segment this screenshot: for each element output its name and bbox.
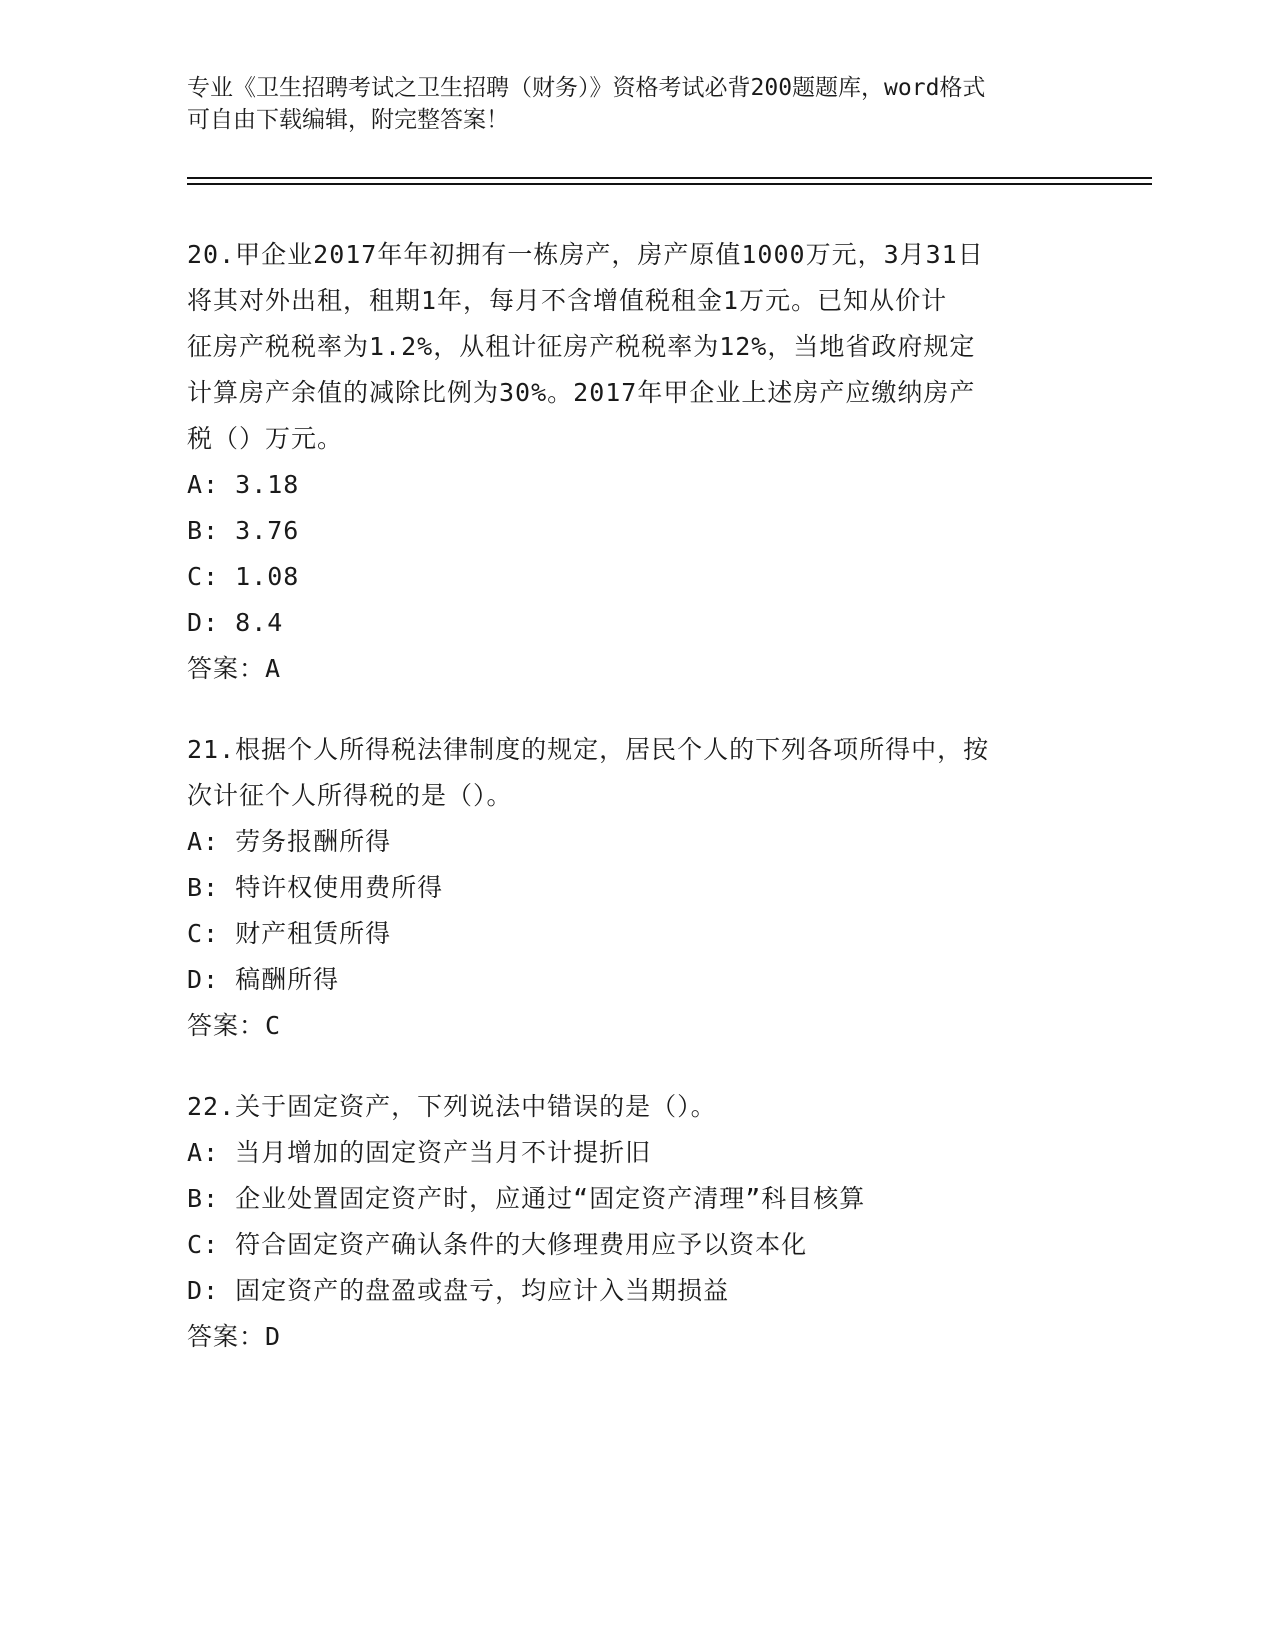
option-b: B: 企业处置固定资产时，应通过“固定资产清理”科目核算 — [187, 1184, 866, 1213]
option-d: D: 稿酬所得 — [187, 965, 340, 994]
question-stem-line: 计算房产余值的减除比例为30%。2017年甲企业上述房产应缴纳房产 — [187, 378, 976, 407]
answer-value: C — [265, 1011, 282, 1040]
answer — [187, 1003, 1087, 1049]
question-stem-line: 将其对外出租，租期1年，每月不含增值税租金1万元。已知从价计 — [187, 286, 948, 315]
question-stem-line: 次计征个人所得税的是（）。 — [187, 781, 513, 810]
question-stem-line: 22.关于固定资产，下列说法中错误的是（）。 — [187, 1092, 717, 1121]
answer-value: D — [265, 1322, 282, 1351]
option-a: A: 劳务报酬所得 — [187, 827, 392, 856]
option-d: D: 固定资产的盘盈或盘亏，均应计入当期损益 — [187, 1276, 730, 1305]
answer-label: 答案： — [187, 654, 266, 683]
option-a: A: 3.18 — [187, 470, 300, 499]
question-21 — [187, 727, 1087, 1049]
option-c: C: 符合固定资产确认条件的大修理费用应予以资本化 — [187, 1230, 808, 1259]
question-stem-line: 税（）万元。 — [187, 424, 344, 453]
question-list — [187, 232, 1087, 1395]
option-c: C: 1.08 — [187, 562, 300, 591]
question-stem-line: 征房产税税率为1.2%，从租计征房产税税率为12%，当地省政府规定 — [187, 332, 976, 361]
header-divider-top — [187, 177, 1152, 179]
answer-label: 答案： — [187, 1011, 266, 1040]
option-c: C: 财产租赁所得 — [187, 919, 392, 948]
option-b: B: 特许权使用费所得 — [187, 873, 444, 902]
document-header — [187, 72, 1087, 136]
question-stem-line: 20.甲企业2017年年初拥有一栋房产，房产原值1000万元，3月31日 — [187, 240, 984, 269]
question-20 — [187, 232, 1087, 692]
question-stem-line: 21.根据个人所得税法律制度的规定，居民个人的下列各项所得中，按 — [187, 735, 990, 764]
option-a: A: 当月增加的固定资产当月不计提折旧 — [187, 1138, 652, 1167]
header-divider-bottom — [187, 183, 1152, 185]
answer-value: A — [265, 654, 282, 683]
answer-label: 答案： — [187, 1322, 266, 1351]
header-line-1: 专业《卫生招聘考试之卫生招聘（财务）》资格考试必背200题题库，word格式 — [187, 75, 986, 101]
header-line-2: 可自由下载编辑，附完整答案！ — [187, 107, 509, 133]
option-b: B: 3.76 — [187, 516, 300, 545]
answer — [187, 1314, 1087, 1360]
question-22 — [187, 1084, 1087, 1360]
option-d: D: 8.4 — [187, 608, 284, 637]
answer — [187, 646, 1087, 692]
